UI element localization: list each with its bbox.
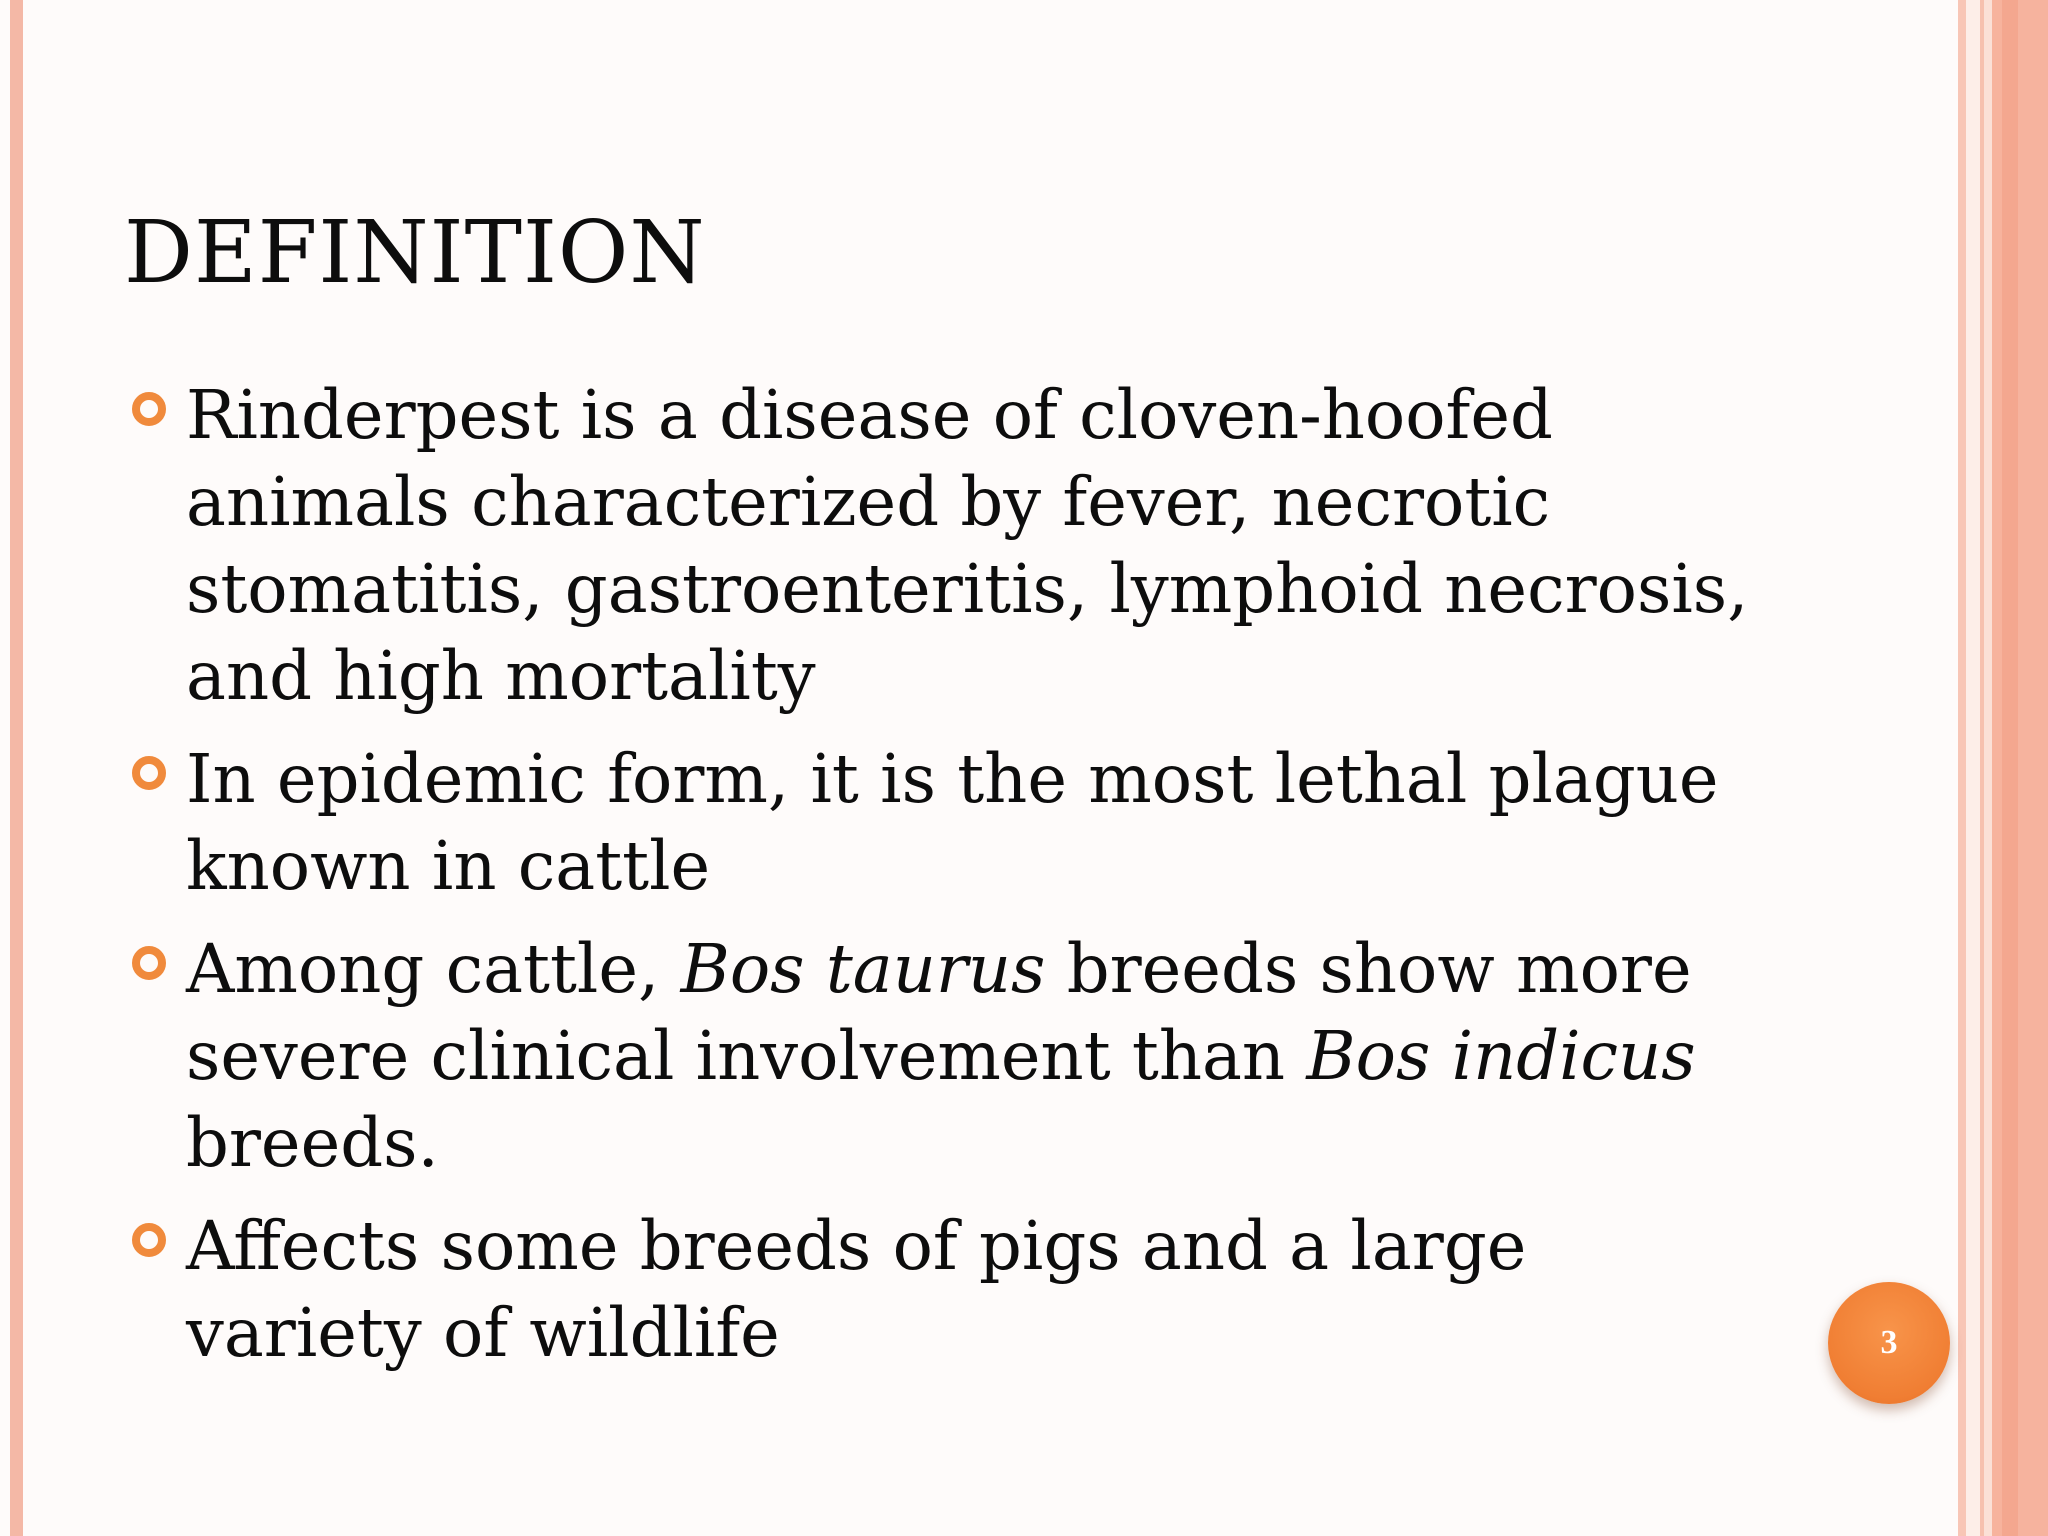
bullet-text-segment: breeds show more severe clinical involvement than — [186, 930, 1692, 1095]
left-border-stripe — [10, 0, 23, 1536]
bullet-text-segment: Among cattle, — [186, 930, 681, 1008]
species-name-bos-indicus: Bos indicus — [1306, 1017, 1696, 1095]
bullet-item — [130, 372, 1750, 720]
right-border-stripe — [2002, 0, 2018, 1536]
bullet-text-segment: breeds. — [186, 1104, 439, 1182]
hollow-circle-bullet-icon — [132, 946, 166, 980]
hollow-circle-bullet-icon — [132, 756, 166, 790]
bullet-item — [130, 926, 1750, 1187]
bullet-item — [130, 1203, 1750, 1377]
right-border-stripe — [1958, 0, 1966, 1536]
hollow-circle-bullet-icon — [132, 392, 166, 426]
right-border-stripe — [1992, 0, 2002, 1536]
bullet-text: Rinderpest is a disease of cloven-hoofed animals characterized by fever, necrotic stomatitis, gastroenteritis, lymphoid necrosis, and high mortality — [186, 376, 1749, 715]
species-name-bos-taurus: Bos taurus — [680, 930, 1046, 1008]
right-border-stripe — [1966, 0, 1980, 1536]
bullet-text: In epidemic form, it is the most lethal plague known in cattle — [186, 740, 1719, 905]
right-border-stripe — [2018, 0, 2048, 1536]
bullet-text: Affects some breeds of pigs and a large variety of wildlife — [186, 1207, 1527, 1372]
right-border-stripe — [1984, 0, 1992, 1536]
page-number: 3 — [1880, 1324, 1898, 1361]
slide-title: DEFINITION — [124, 203, 706, 303]
page-number-badge — [1828, 1282, 1950, 1404]
bullet-text — [186, 930, 1696, 1182]
bullet-item — [130, 736, 1750, 910]
hollow-circle-bullet-icon — [132, 1223, 166, 1257]
bullet-list — [130, 372, 1750, 1393]
